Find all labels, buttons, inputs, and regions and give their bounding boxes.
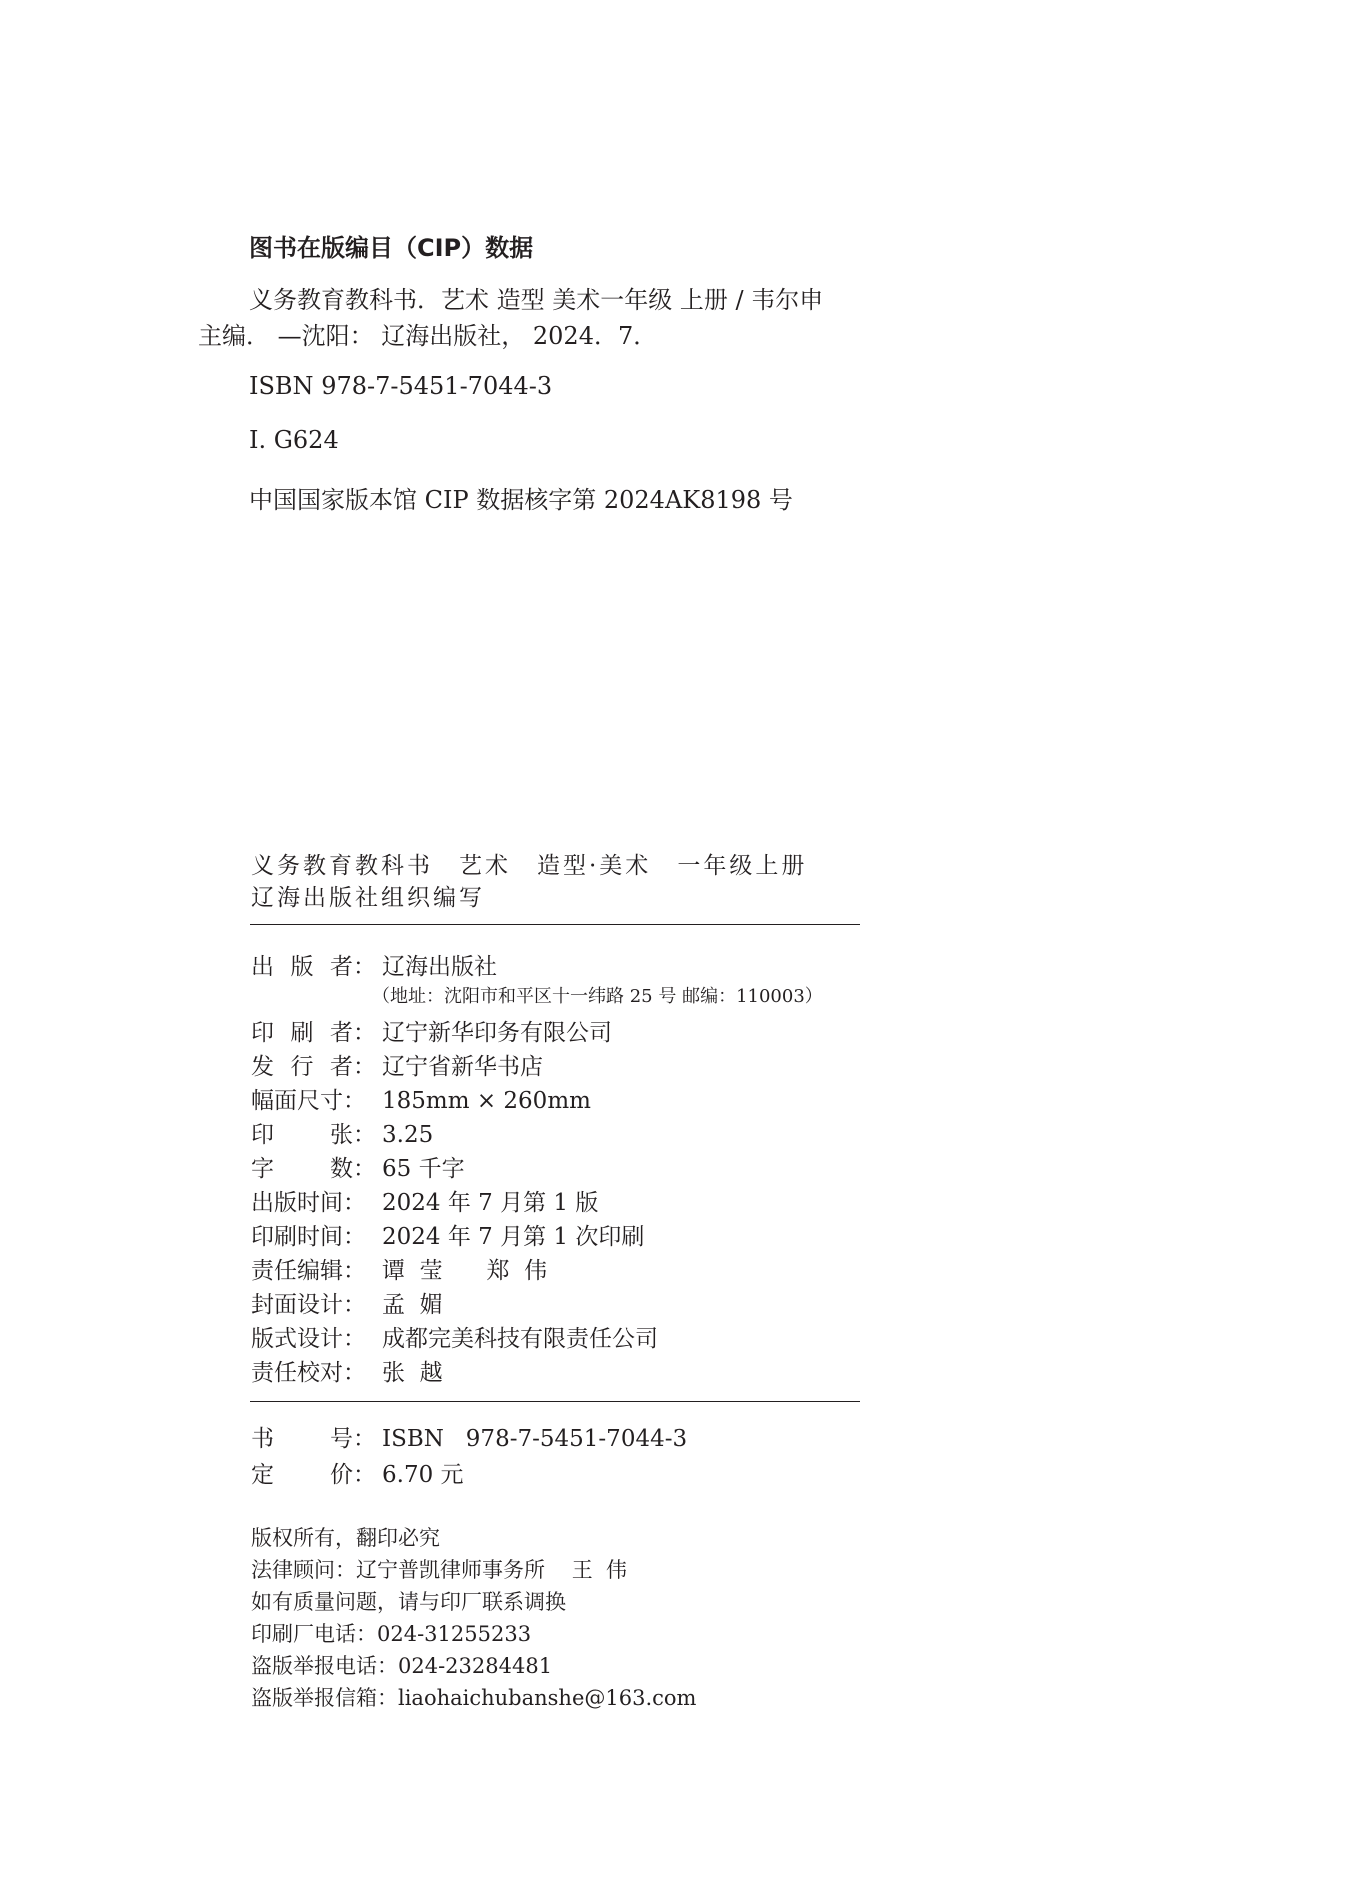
piracy-report-email: 盗版举报信箱：liaohaichubanshe@163.com xyxy=(251,1686,697,1710)
printed-sheets-row xyxy=(251,1116,433,1149)
proofreader-label: 责任校对： xyxy=(251,1360,366,1386)
printing-time-value: 2024 年 7 月第 1 次印刷 xyxy=(382,1224,645,1250)
printer-value: 辽宁新华印务有限公司 xyxy=(382,1020,612,1046)
word-count-row xyxy=(251,1150,465,1183)
printed-sheets-label: 印 张： xyxy=(251,1122,376,1148)
quality-notice: 如有质量问题，请与印厂联系调换 xyxy=(251,1590,566,1614)
book-number-value: ISBN 978-7-5451-7044-3 xyxy=(382,1426,688,1452)
proofreader-row xyxy=(251,1354,443,1387)
series-part-2: 艺术 xyxy=(459,853,511,879)
distributor-row xyxy=(251,1048,543,1081)
price-row xyxy=(251,1456,464,1489)
divider-top xyxy=(250,924,860,925)
book-number-row xyxy=(251,1420,687,1453)
editor-label: 责任编辑： xyxy=(251,1258,366,1284)
editor-value: 谭 莹 郑 伟 xyxy=(382,1258,548,1284)
cip-record-line-2: 主编． —沈阳： 辽海出版社， 2024．7． xyxy=(198,322,658,350)
printed-sheets-value: 3.25 xyxy=(382,1122,434,1148)
page-size-value: 185mm × 260mm xyxy=(382,1088,591,1114)
series-title xyxy=(251,847,807,880)
price-value: 6.70 元 xyxy=(382,1462,464,1488)
divider-bottom xyxy=(250,1401,860,1402)
word-count-value: 65 千字 xyxy=(382,1156,465,1182)
layout-design-row xyxy=(251,1320,658,1353)
proofreader-value: 张 越 xyxy=(382,1360,443,1386)
series-part-1: 义务教育教科书 xyxy=(251,853,433,879)
copyright-notice: 版权所有，翻印必究 xyxy=(251,1526,440,1550)
publisher-label: 出 版 者： xyxy=(251,954,376,980)
cip-isbn: ISBN 978-7-5451-7044-3 xyxy=(249,372,553,400)
printing-time-row xyxy=(251,1218,644,1251)
printer-phone: 印刷厂电话：024-31255233 xyxy=(251,1622,532,1646)
legal-counsel: 法律顾问：辽宁普凯律师事务所 王 伟 xyxy=(251,1558,628,1582)
printing-time-label: 印刷时间： xyxy=(251,1224,366,1250)
book-number-label: 书 号： xyxy=(251,1426,376,1452)
page-size-label: 幅面尺寸： xyxy=(251,1088,366,1114)
cip-record-line-1: 义务教育教科书．艺术 造型 美术一年级 上册 / 韦尔申 xyxy=(249,286,824,314)
layout-design-label: 版式设计： xyxy=(251,1326,366,1352)
series-part-4: 一年级上册 xyxy=(677,853,808,879)
publisher-value: 辽海出版社 xyxy=(382,954,497,980)
publisher-row xyxy=(251,948,497,981)
page-size-row xyxy=(251,1082,591,1115)
editor-row xyxy=(251,1252,547,1285)
cip-verification-number: 中国国家版本馆 CIP 数据核字第 2024AK8198 号 xyxy=(249,486,793,514)
distributor-value: 辽宁省新华书店 xyxy=(382,1054,543,1080)
piracy-report-phone: 盗版举报电话：024-23284481 xyxy=(251,1654,553,1678)
cover-design-label: 封面设计： xyxy=(251,1292,366,1318)
printer-row xyxy=(251,1014,612,1047)
cover-design-row xyxy=(251,1286,443,1319)
series-part-3: 造型·美术 xyxy=(537,853,652,879)
series-compiler: 辽海出版社组织编写 xyxy=(251,885,485,911)
price-label: 定 价： xyxy=(251,1462,376,1488)
publication-time-row xyxy=(251,1184,598,1217)
layout-design-value: 成都完美科技有限责任公司 xyxy=(382,1326,658,1352)
cip-classification: I. G624 xyxy=(249,426,339,454)
publication-time-value: 2024 年 7 月第 1 版 xyxy=(382,1190,599,1216)
distributor-label: 发 行 者： xyxy=(251,1054,376,1080)
printer-label: 印 刷 者： xyxy=(251,1020,376,1046)
word-count-label: 字 数： xyxy=(251,1156,376,1182)
cover-design-value: 孟 媚 xyxy=(382,1292,443,1318)
cip-title: 图书在版编目（CIP）数据 xyxy=(249,234,534,262)
publication-time-label: 出版时间： xyxy=(251,1190,366,1216)
publisher-address: （地址：沈阳市和平区十一纬路 25 号 邮编：110003） xyxy=(372,986,823,1007)
